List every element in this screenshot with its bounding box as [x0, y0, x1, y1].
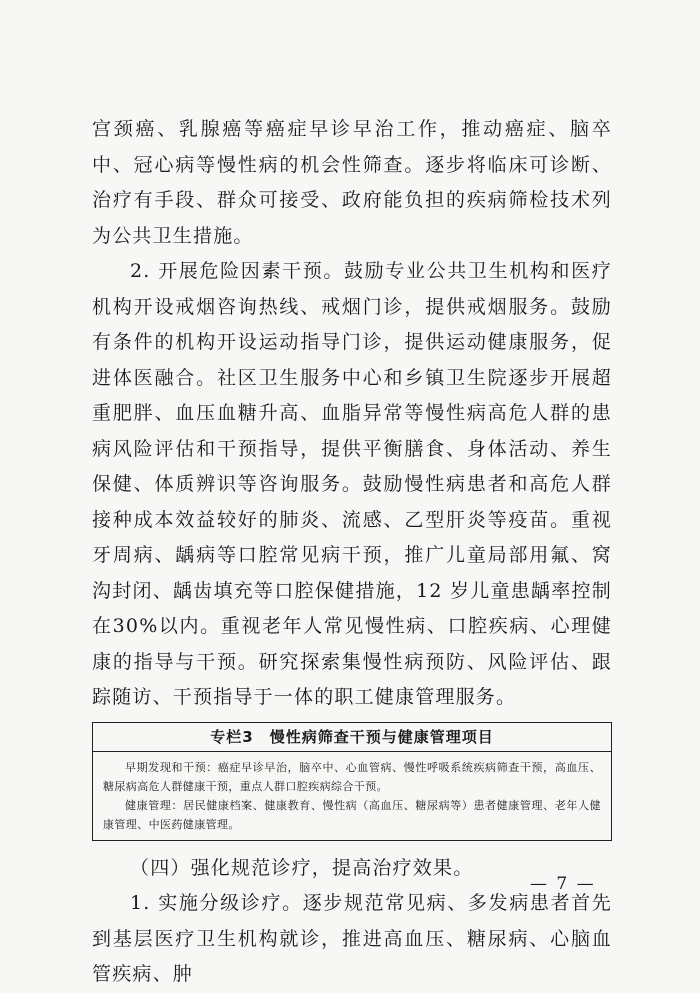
column-box-title: 专栏3 慢性病筛查干预与健康管理项目 — [93, 723, 611, 752]
paragraph-screening: 宫颈癌、乳腺癌等癌症早诊早治工作，推动癌症、脑卒中、冠心病等慢性病的机会性筛查。逐步将临床可诊断、治疗有手段、群众可接受、政府能负担的疾病筛检技术列为公共卫生措施。 — [92, 118, 612, 247]
column-box-body — [93, 752, 611, 840]
paragraph-tiered-diagnosis: 1. 实施分级诊疗。逐步规范常见病、多发病患者首先到基层医疗卫生机构就诊，推进高血压、糖尿病、心脑血管疾病、肿 — [92, 892, 612, 985]
column-box-line-early-detection: 早期发现和干预：癌症早诊早治，脑卒中、心血管病、慢性呼吸系统疾病筛查干预，高血压、糖尿病高危人群健康干预，重点人群口腔疾病综合干预。 — [103, 760, 601, 793]
column-box-line-health-management: 健康管理：居民健康档案、健康教育、慢性病（高血压、糖尿病等）患者健康管理、老年人健康管理、中医药健康管理。 — [103, 798, 601, 831]
column-box — [92, 722, 612, 841]
paragraph-risk-intervention: 2. 开展危险因素干预。鼓励专业公共卫生机构和医疗机构开设戒烟咨询热线、戒烟门诊，提供戒烟服务。鼓励有条件的机构开设运动指导门诊，提供运动健康服务，促进体医融合。社区卫生服务中心和乡镇卫生院逐步开展超重肥胖、血压血糖升高、血脂异常等慢性病高危人群的患病风险评估和干预指导，提供平衡膳食、身体活动、养生保健、体质辨识等咨询服务。鼓励慢性病患者和高危人群接种成本效益较好的肺炎、流感、乙型肝炎等疫苗。重视牙周病、龋病等口腔常见病干预，推广儿童局部用氟、窝沟封闭、龋齿填充等口腔保健措施，12 岁儿童患龋率控制在30%以内。重视老年人常见慢性病、口腔疾病、心理健康的指导与干预。研究探索集慢性病预防、风险评估、跟踪随访、干预指导于一体的职工健康管理服务。 — [92, 260, 612, 708]
page-content — [92, 112, 612, 993]
section-heading: （四）强化规范诊疗，提高治疗效果。 — [130, 856, 474, 879]
page-number: — 7 — — [530, 874, 596, 894]
